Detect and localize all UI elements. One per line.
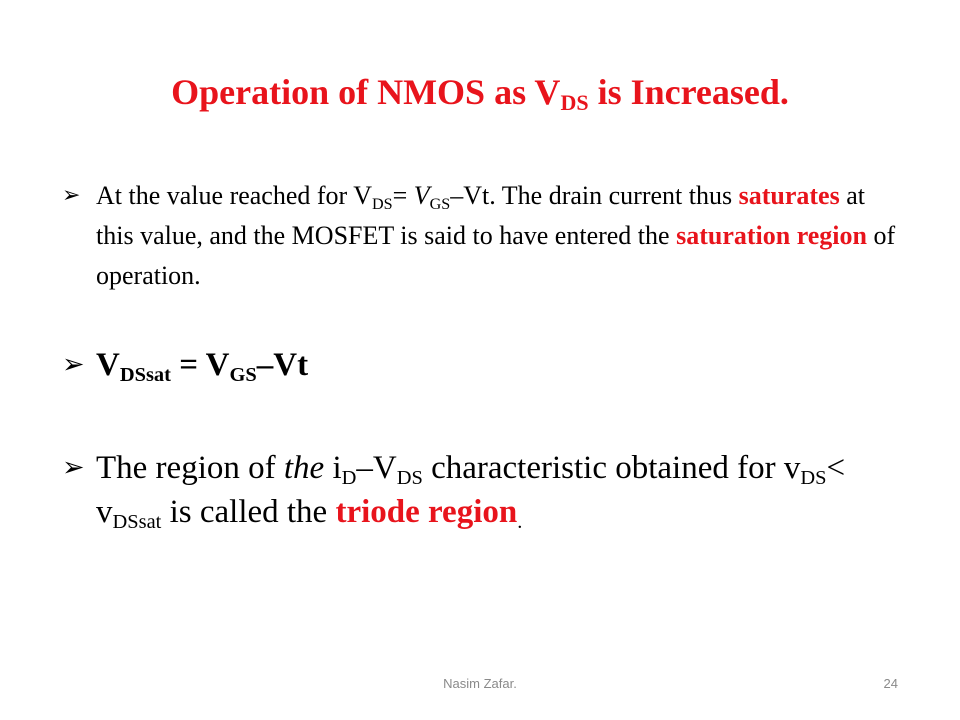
slide-title (0, 70, 960, 114)
title-text-end: is Increased. (588, 72, 789, 112)
arrow-bullet-icon: ➢ (62, 183, 81, 208)
page-number: 24 (883, 676, 898, 691)
bullet-text: At the value reached for $V_{DS}= V_{GS}-Vt$. The drain current thus saturates at this value, and the MOSFET is said to have entered the saturation region of operation. (96, 181, 896, 290)
highlight-saturates: saturates (738, 181, 840, 210)
highlight-saturation-region: saturation region (676, 221, 867, 250)
arrow-bullet-icon: ➢ (62, 452, 85, 483)
footer-author: Nasim Zafar. (443, 676, 517, 691)
arrow-bullet-icon: ➢ (62, 349, 85, 380)
bullet-text: The region of the $i_D-V_{DS}$ characteristic obtained for $v_{DS}< v_{DSsat}$ is called the triode region$_.$ (96, 450, 846, 534)
equation-text: $V_{DSsat} = V_{GS}-Vt$ (96, 347, 309, 387)
highlight-triode-region: triode region (335, 494, 518, 530)
title-subscript: DS (560, 90, 589, 115)
bullet-saturation-description (62, 176, 902, 296)
bullet-triode-region (62, 446, 902, 534)
title-text: Operation of NMOS as V (171, 72, 561, 112)
bullet-vdssat-equation (62, 342, 902, 388)
